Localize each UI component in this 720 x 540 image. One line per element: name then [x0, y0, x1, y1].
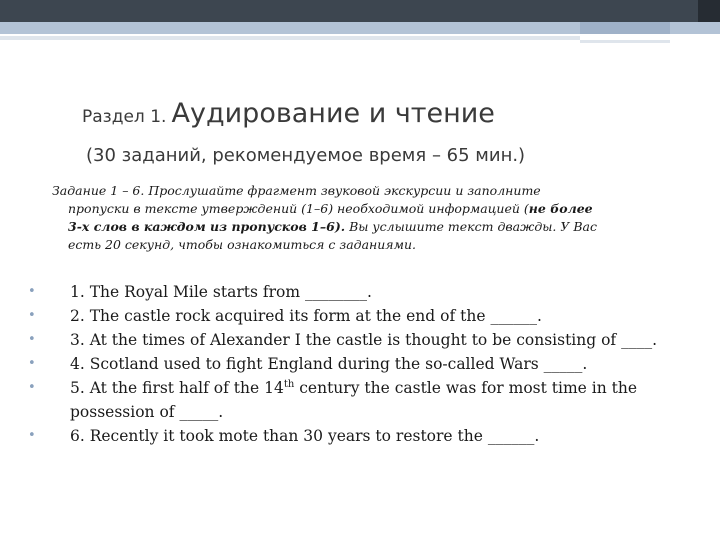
task-label: Задание 1 – 6. [52, 183, 145, 198]
list-item [28, 328, 698, 352]
top-divider-line [0, 36, 580, 40]
item-text: 3. At the times of Alexander I the castle is thought to be consisting of ____. [70, 331, 658, 349]
item-text: 5. At the first half of the 14 [70, 379, 284, 397]
list-item [28, 424, 698, 448]
section-label: Раздел 1. [82, 107, 167, 127]
section-heading: Аудирование и чтение [171, 98, 495, 129]
item-superscript: th [283, 378, 295, 390]
task-line-3 [52, 218, 692, 236]
task-text-2: пропуски в тексте утверждений (1–6) необходимой информацией ( [68, 201, 529, 216]
statement-list [28, 280, 698, 448]
item-text-continued: century the castle was for most time in the [294, 379, 638, 397]
top-light-band-accent [580, 22, 670, 34]
task-bold-1: не более [528, 201, 593, 216]
item-text: 2. The castle rock acquired its form at the end of the ______. [70, 307, 542, 325]
task-instructions [52, 182, 692, 254]
item-text: 1. The Royal Mile starts from ________. [70, 283, 372, 301]
slide-subtitle: (30 заданий, рекомендуемое время – 65 мин.) [86, 145, 526, 166]
top-dark-band-corner [698, 0, 720, 22]
top-divider-line-accent [580, 40, 670, 43]
bullet-icon: • [28, 428, 36, 443]
task-text-1: Прослушайте фрагмент звуковой экскурсии и заполните [144, 183, 541, 198]
bullet-icon: • [28, 356, 36, 371]
task-line-2 [52, 200, 692, 218]
bullet-icon: • [28, 284, 36, 299]
list-item [28, 376, 698, 424]
top-dark-band [0, 0, 720, 22]
bullet-icon: • [28, 332, 36, 347]
task-line-4: есть 20 секунд, чтобы ознакомиться с заданиями. [68, 237, 416, 252]
list-item [28, 280, 698, 304]
task-text-3: Вы услышите текст дважды. У Вас [345, 219, 598, 234]
list-item [28, 352, 698, 376]
item-text: 4. Scotland used to fight England during the so-called Wars _____. [70, 355, 588, 373]
list-item [28, 304, 698, 328]
item-text: 6. Recently it took mote than 30 years to restore the ______. [70, 427, 540, 445]
bullet-icon: • [28, 308, 36, 323]
item-text-line-2: possession of _____. [70, 403, 224, 421]
task-bold-2: 3-х слов в каждом из пропусков 1–6). [68, 219, 346, 234]
slide-title [82, 98, 495, 129]
bullet-icon: • [28, 380, 36, 395]
